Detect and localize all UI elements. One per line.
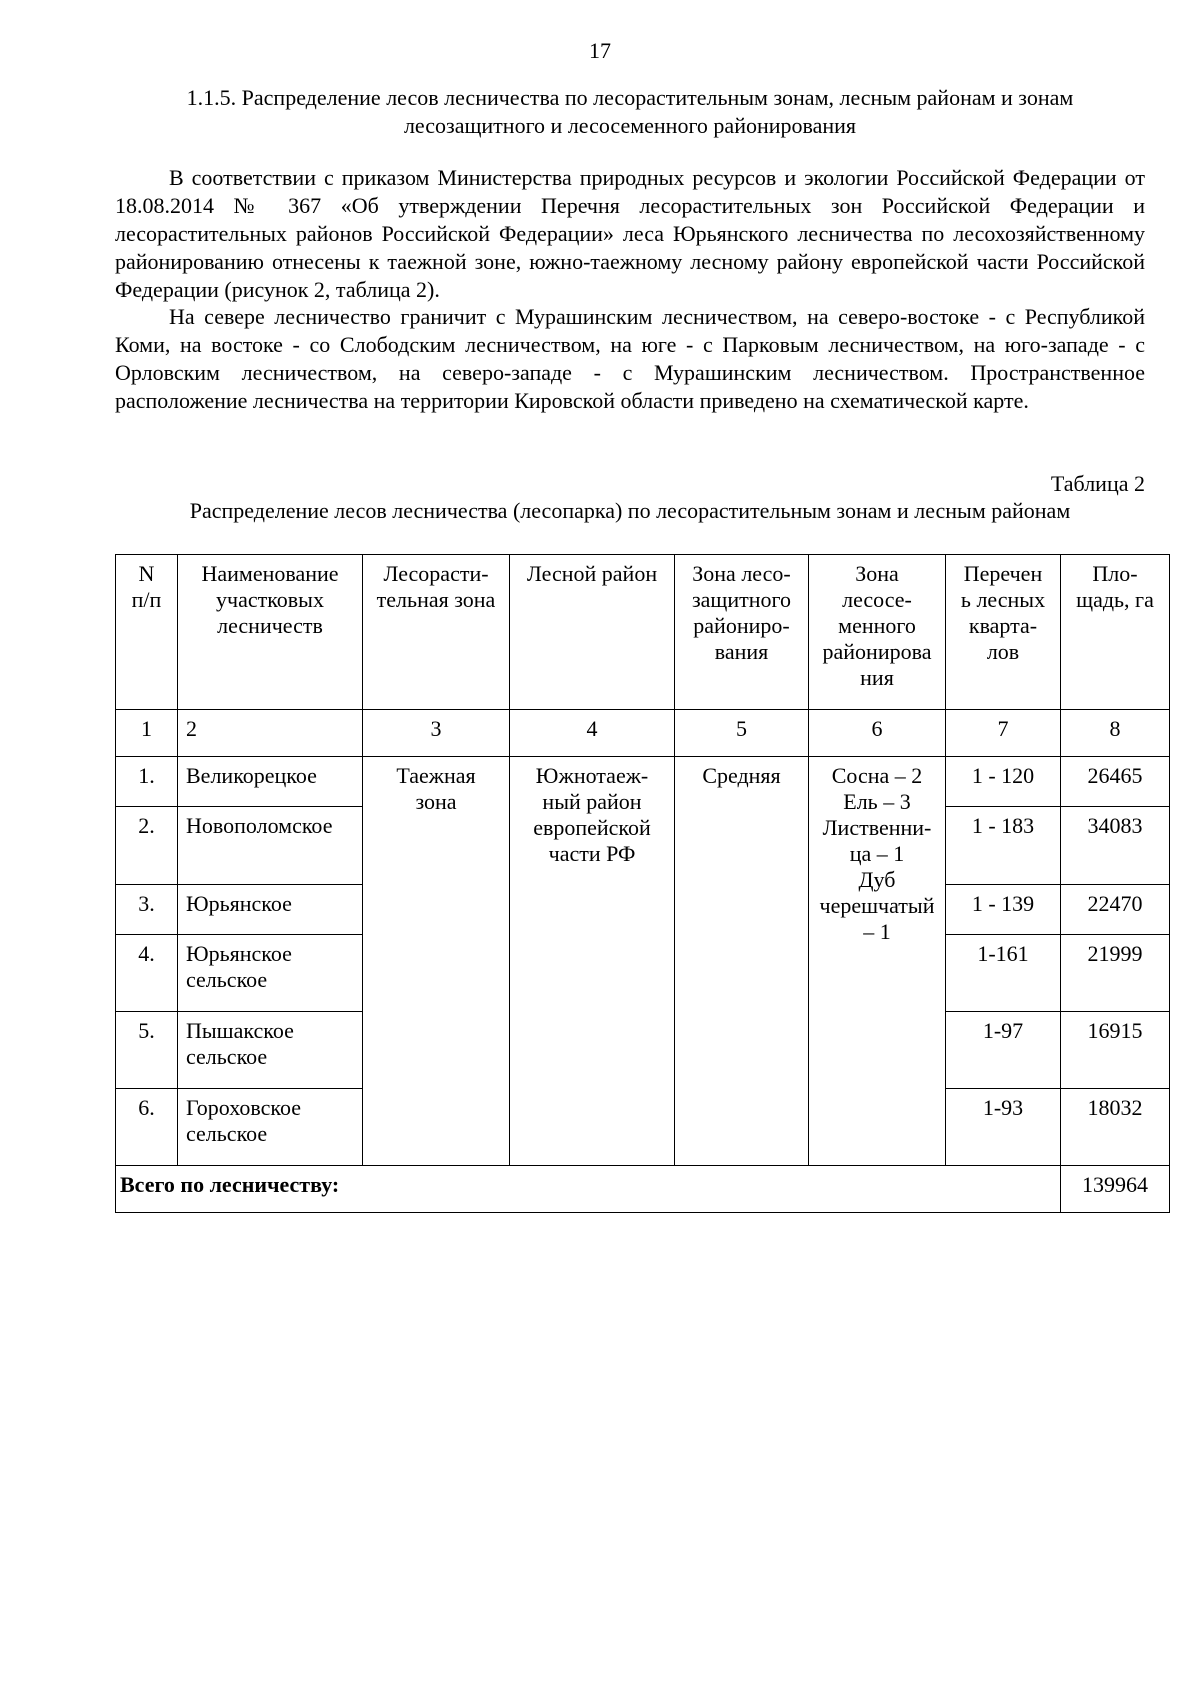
row-number: 5. [116,1012,178,1089]
paragraph-1: В соответствии с приказом Министерства природных ресурсов и экологии Российской Федерации от 18.08.2014 № 367 «Об утверждении Перечня лесорастительных зон Российской Федерации и лесорастительных районов Российской Федерации» леса Юрьянского лесничества по лесохозяйственному районированию отнесены к таежной зоне, южно-таежному лесному району европейской части Российской Федерации (рисунок 2, таблица 2). [115,165,1145,302]
total-value: 139964 [1061,1166,1170,1213]
row-name: Новополомское [178,807,363,885]
row-number: 6. [116,1089,178,1166]
column-number: 7 [946,710,1061,757]
merged-protection-zone-cell: Средняя [675,757,809,1166]
row-number: 3. [116,885,178,935]
column-number: 3 [363,710,510,757]
merged-seed-zone-cell: Сосна – 2 Ель – 3 Лиственни- ца – 1 Дуб черешчатый – 1 [809,757,946,1166]
section-title: 1.1.5. Распределение лесов лесничества по лесорастительным зонам, лесным районам и зонам лесозащитного и лесосеменного районирования [186,85,1074,138]
table-caption: Распределение лесов лесничества (лесопарка) по лесорастительным зонам и лесным районам [189,498,1071,523]
forest-distribution-table [115,554,1170,1213]
merged-district-cell: Южнотаеж- ный район европейской части РФ [510,757,675,1166]
row-name: Юрьянское [178,885,363,935]
row-area: 18032 [1061,1089,1170,1166]
header-cell-zone: Лесорасти- тельная зона [363,555,510,710]
column-number: 4 [510,710,675,757]
page-number: 17 [589,38,611,63]
row-name: Пышакское сельское [178,1012,363,1089]
row-quarters: 1 - 139 [946,885,1061,935]
column-number-row [116,710,1170,757]
row-number: 1. [116,757,178,807]
header-cell-number: N п/п [116,555,178,710]
row-quarters: 1 - 120 [946,757,1061,807]
row-area: 16915 [1061,1012,1170,1089]
header-cell-protection-zone: Зона лесо- защитного райониро- вания [675,555,809,710]
table-row [116,757,1170,807]
row-number: 4. [116,935,178,1012]
row-quarters: 1 - 183 [946,807,1061,885]
header-cell-district: Лесной район [510,555,675,710]
row-quarters: 1-97 [946,1012,1061,1089]
column-number: 1 [116,710,178,757]
table-header-row [116,555,1170,710]
row-number: 2. [116,807,178,885]
total-label: Всего по лесничеству: [116,1166,1061,1213]
column-number: 6 [809,710,946,757]
row-area: 34083 [1061,807,1170,885]
row-quarters: 1-161 [946,935,1061,1012]
row-area: 21999 [1061,935,1170,1012]
column-number: 8 [1061,710,1170,757]
row-area: 22470 [1061,885,1170,935]
header-cell-area: Пло- щадь, га [1061,555,1170,710]
table-label: Таблица 2 [1050,471,1145,496]
paragraph-2: На севере лесничество граничит с Мурашинским лесничеством, на северо-востоке - с Республикой Коми, на востоке - со Слободским лесничеством, на юге - с Парковым лесничеством, на юго-западе - с Орловским лесничеством, на северо-западе - с Мурашинским лесничеством. Пространственное расположение лесничества на территории Кировской области приведено на схематической карте. [115,304,1145,413]
header-cell-quarters: Перечен ь лесных кварта- лов [946,555,1061,710]
row-area: 26465 [1061,757,1170,807]
column-number: 2 [178,710,363,757]
merged-zone-cell: Таежная зона [363,757,510,1166]
row-quarters: 1-93 [946,1089,1061,1166]
row-name: Великорецкое [178,757,363,807]
row-name: Гороховское сельское [178,1089,363,1166]
column-number: 5 [675,710,809,757]
header-cell-name: Наименование участковых лесничеств [178,555,363,710]
row-name: Юрьянское сельское [178,935,363,1012]
total-row [116,1166,1170,1213]
header-cell-seed-zone: Зона лесосе- менного районирова ния [809,555,946,710]
